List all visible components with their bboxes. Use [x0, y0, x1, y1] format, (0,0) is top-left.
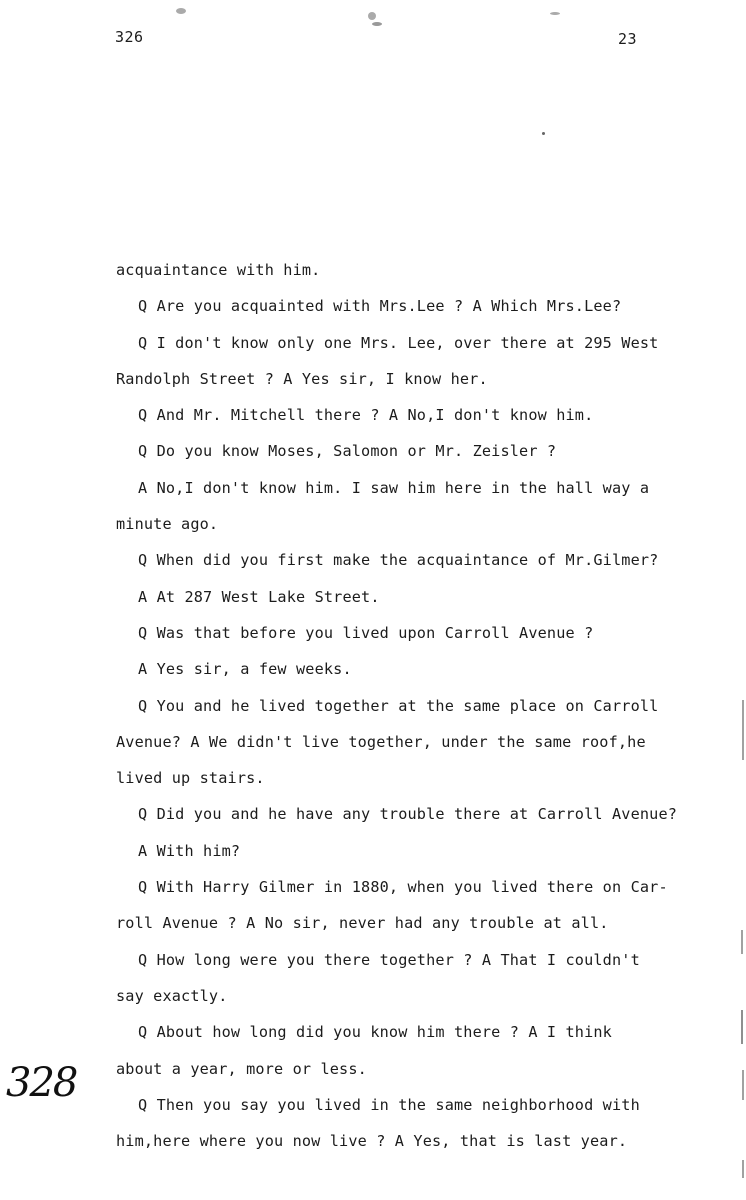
page-number-left: 326 — [115, 28, 144, 46]
transcript-line: Avenue? A We didn't live together, under the same roof,he — [116, 732, 646, 751]
transcript-line: Q You and he lived together at the same place on Carroll — [138, 696, 659, 715]
transcript-line: Q Then you say you lived in the same neighborhood with — [138, 1095, 640, 1114]
transcript-line: A No,I don't know him. I saw him here in the hall way a — [138, 478, 650, 497]
scan-smudge — [176, 8, 186, 14]
transcript-line: Q How long were you there together ? A That I couldn't — [138, 950, 640, 969]
transcript-line: Q Was that before you lived upon Carroll Avenue ? — [138, 623, 594, 642]
transcript-line: Q About how long did you know him there ? A I think — [138, 1023, 612, 1042]
scan-smudge — [372, 22, 382, 26]
transcript-line: Randolph Street ? A Yes sir, I know her. — [116, 369, 488, 388]
transcript-line: Q Do you know Moses, Salomon or Mr. Zeisler ? — [138, 442, 557, 461]
handwritten-margin-note: 328 — [6, 1060, 77, 1106]
scan-edge-mark — [742, 1160, 744, 1178]
scan-edge-mark — [741, 1010, 743, 1044]
scan-smudge — [550, 12, 560, 15]
transcript-line: Q And Mr. Mitchell there ? A No,I don't know him. — [138, 406, 594, 425]
transcript-line: about a year, more or less. — [116, 1059, 367, 1078]
transcript-line: Q Are you acquainted with Mrs.Lee ? A Which Mrs.Lee? — [138, 297, 622, 316]
transcript-line: Q Did you and he have any trouble there at Carroll Avenue? — [138, 805, 678, 824]
transcript-line: lived up stairs. — [116, 769, 265, 788]
transcript-line: A With him? — [138, 841, 241, 860]
transcript-line: A Yes sir, a few weeks. — [138, 660, 352, 679]
scan-edge-mark — [742, 700, 744, 760]
transcript-line: Q I don't know only one Mrs. Lee, over there at 295 West — [138, 333, 659, 352]
transcript-line: Q With Harry Gilmer in 1880, when you lived there on Car- — [138, 878, 668, 897]
page-number-right: 23 — [618, 30, 638, 48]
transcript-line: Q When did you first make the acquaintance of Mr.Gilmer? — [138, 551, 659, 570]
transcript-line: acquaintance with him. — [116, 261, 321, 279]
scan-edge-mark — [741, 930, 743, 954]
scan-smudge — [542, 132, 545, 135]
transcript-line: say exactly. — [116, 986, 228, 1005]
scan-edge-mark — [742, 1070, 744, 1100]
transcript-line: minute ago. — [116, 515, 219, 534]
transcript-line: A At 287 West Lake Street. — [138, 587, 380, 606]
transcript-body — [116, 258, 706, 1165]
transcript-line: him,here where you now live ? A Yes, that is last year. — [116, 1132, 628, 1151]
transcript-line: roll Avenue ? A No sir, never had any trouble at all. — [116, 914, 609, 933]
scan-smudge — [368, 12, 376, 20]
